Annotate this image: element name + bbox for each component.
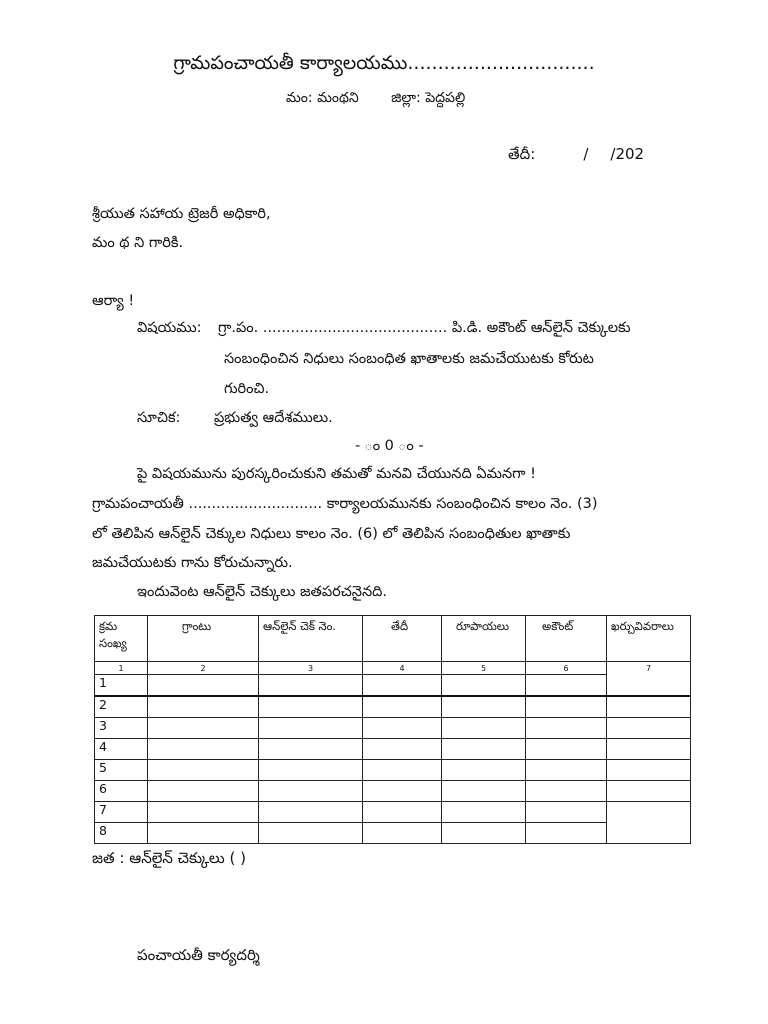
cell[interactable] [526,802,607,823]
table-row [95,718,691,739]
location-line [286,90,493,109]
cell[interactable] [363,781,442,802]
row-number: 2 [95,696,148,718]
salutation: ఆర్యా ! [92,293,135,309]
cell[interactable] [526,718,607,739]
table-row [95,802,691,823]
date-separator: / [583,145,589,163]
subject-line-2: సంబంధించిన నిధులు సంబంధిత ఖాతాలకు జమచేయుటకు కోరుట [224,351,594,367]
col-num: 1 [95,662,148,675]
cell[interactable] [363,739,442,760]
cell[interactable] [148,781,259,802]
cell[interactable] [259,802,363,823]
body-line-5: ఇందువెంట ఆన్‌లైన్ చెక్కులు జతపరచనైనది. [137,584,387,600]
cell[interactable] [442,739,526,760]
table-row [95,675,691,697]
cell[interactable] [607,739,691,760]
row-number: 4 [95,739,148,760]
cheque-table [94,615,691,844]
col-num: 7 [607,662,691,697]
cell[interactable] [259,823,363,844]
cell[interactable] [526,696,607,718]
table-header-row [95,616,691,662]
cell[interactable] [148,675,259,697]
addressee-line-1: శ్రీయుత సహాయ ట్రెజరీ అధికారి, [92,206,271,222]
cell[interactable] [148,696,259,718]
addressee-line-2: మం థ ని గారికి. [92,235,184,251]
table-row [95,696,691,718]
body-line-1: పై విషయమును పురస్కరించుకుని తమతో మనవి చేయునది ఏమనగా ! [137,466,536,482]
cell[interactable] [442,675,526,697]
date-label: తేదీ: [508,145,536,163]
date-line [508,145,644,167]
cell[interactable] [148,760,259,781]
subject-line-1: గ్రా.పం. ........................................ పి.డి. అకౌంట్ ఆన్‌లైన్ చెక్కులకు [218,320,631,336]
header-grant: గ్రాంటు [148,616,259,662]
header-serial: క్రమ సంఖ్య [95,616,148,662]
cell[interactable] [259,760,363,781]
table-row [95,739,691,760]
subject-line-3: గురించి. [224,381,270,397]
reference-label: సూచిక: [137,410,181,426]
cell[interactable] [363,760,442,781]
header-cheque-no: ఆన్‌లైన్ చెక్ నెం. [259,616,363,662]
row-number: 8 [95,823,148,844]
cell[interactable] [363,718,442,739]
table-row [95,760,691,781]
cell[interactable] [526,675,607,697]
row-number: 6 [95,781,148,802]
total-line: జత : ఆన్‌లైన్ చెక్కులు ( ) [92,849,246,867]
cell[interactable] [607,802,691,844]
table-row [95,823,691,844]
date-year: /202 [610,145,645,163]
cell[interactable] [363,802,442,823]
col-num: 2 [148,662,259,675]
cell[interactable] [607,696,691,718]
cell[interactable] [259,696,363,718]
office-title: గ్రామపంచాయతీ కార్యాలయము............................... [173,52,595,74]
reference-text: ప్రభుత్వ ఆదేశములు. [214,410,333,426]
district-label: జిల్లా: పెద్దపల్లి [391,90,466,106]
cell[interactable] [363,823,442,844]
col-num: 4 [363,662,442,675]
table-row [95,781,691,802]
cell[interactable] [607,781,691,802]
header-remarks: ఖర్చువివరాలు [607,616,691,662]
col-num: 3 [259,662,363,675]
cell[interactable] [259,675,363,697]
cell[interactable] [148,802,259,823]
row-number: 1 [95,675,148,697]
header-account: అకౌంట్ [526,616,607,662]
cell[interactable] [607,760,691,781]
cell[interactable] [148,739,259,760]
subject-label: విషయము: [137,320,202,336]
divider: - ం 0 ం - [355,438,424,454]
cell[interactable] [259,781,363,802]
cell[interactable] [607,718,691,739]
cell[interactable] [442,718,526,739]
column-number-row [95,662,691,675]
row-number: 5 [95,760,148,781]
mandal-label: మం: మంథని [286,90,359,106]
header-rupees: రూపాయలు [442,616,526,662]
cell[interactable] [526,823,607,844]
cell[interactable] [148,823,259,844]
cell[interactable] [259,718,363,739]
cell[interactable] [442,696,526,718]
col-num: 5 [442,662,526,675]
cell[interactable] [526,739,607,760]
row-number: 3 [95,718,148,739]
signature-label: పంచాయతీ కార్యదర్శి [137,946,260,964]
cell[interactable] [442,802,526,823]
cell[interactable] [148,718,259,739]
cell[interactable] [442,781,526,802]
cell[interactable] [442,760,526,781]
row-number: 7 [95,802,148,823]
body-line-3: లో తెలిపిన ఆన్‌లైన్ చెక్కుల నిధులు కాలం నెం. (6) లో తెలిపిన సంబంధితుల ఖాతాకు [92,526,571,542]
col-num: 6 [526,662,607,675]
header-date: తేదీ [363,616,442,662]
cell[interactable] [526,781,607,802]
cell[interactable] [363,696,442,718]
cell[interactable] [259,739,363,760]
body-line-2: గ్రామపంచాయతీ ............................. కార్యాలయమునకు సంబంధించిన కాలం నెం. (3) [92,496,598,512]
cell[interactable] [363,675,442,697]
cell[interactable] [442,823,526,844]
cell[interactable] [526,760,607,781]
body-line-4: జమచేయుటకు గాను కోరుచున్నారు. [92,555,293,571]
